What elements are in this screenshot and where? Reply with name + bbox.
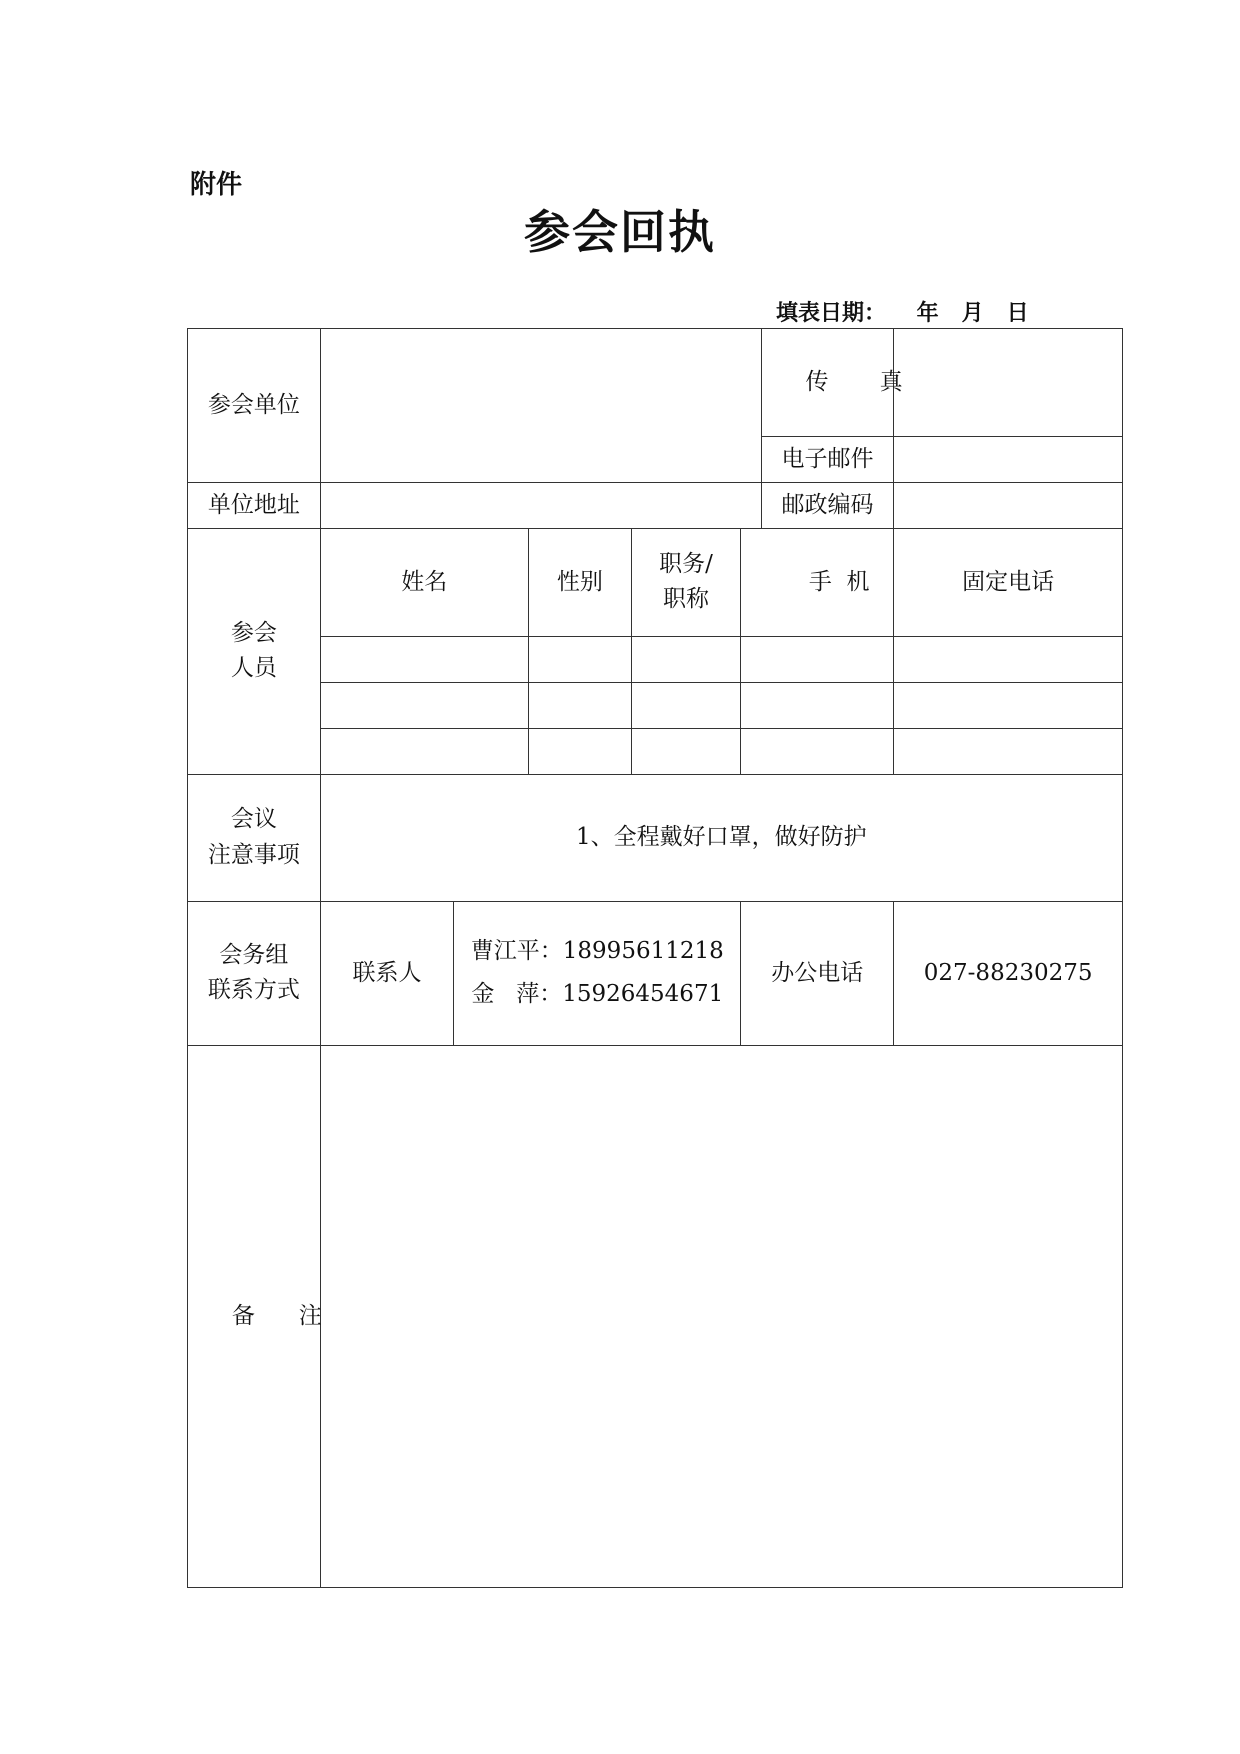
fax-label: 传 真 — [805, 368, 903, 395]
col-header-name — [320, 528, 528, 636]
attendee-title-cell[interactable] — [631, 682, 740, 728]
col-header-gender — [528, 528, 631, 636]
col-title-label-line2: 职称 — [663, 586, 710, 613]
attendee-name-cell[interactable] — [320, 636, 528, 682]
notes-content-cell — [320, 774, 1122, 901]
address-input-cell[interactable] — [320, 482, 761, 528]
contact-label-cell — [188, 901, 321, 1045]
unit-input-cell[interactable] — [320, 329, 761, 483]
notes-label-line2: 注意事项 — [207, 841, 300, 868]
attendee-gender-cell[interactable] — [528, 682, 631, 728]
col-landline-label: 固定电话 — [962, 568, 1055, 595]
attendee-row — [188, 728, 1123, 774]
col-mobile-label: 手 机 — [808, 568, 870, 595]
notes-label-line1: 会议 — [230, 806, 277, 833]
office-phone-value: 027-88230275 — [923, 959, 1093, 986]
fax-input-cell[interactable] — [894, 329, 1123, 437]
contact-label-line2: 联系方式 — [207, 977, 300, 1004]
postcode-input-cell[interactable] — [894, 482, 1123, 528]
postcode-label-cell — [761, 482, 894, 528]
fax-label-cell — [761, 329, 903, 437]
attendee-title-cell[interactable] — [631, 636, 740, 682]
page-title: 参会回执 — [524, 205, 716, 259]
contact-line-2: 金 萍：15926454671 — [471, 981, 724, 1008]
attendee-landline-cell[interactable] — [894, 682, 1123, 728]
postcode-label: 邮政编码 — [781, 491, 874, 518]
notes-text: 1、全程戴好口罩，做好防护 — [576, 824, 867, 851]
col-header-mobile — [741, 528, 894, 636]
email-label-cell — [761, 436, 894, 482]
contact-label-line1: 会务组 — [219, 941, 289, 968]
attendees-label-line2: 人员 — [230, 655, 277, 682]
attendee-mobile-cell[interactable] — [741, 728, 894, 774]
attendees-label-cell — [188, 528, 321, 774]
col-header-landline — [894, 528, 1123, 636]
attachment-label: 附件 — [190, 170, 243, 200]
email-input-cell[interactable] — [894, 436, 1123, 482]
col-gender-label: 性别 — [556, 568, 603, 595]
attendee-mobile-cell[interactable] — [741, 682, 894, 728]
remarks-input-cell[interactable] — [320, 1045, 1122, 1587]
attendee-title-cell[interactable] — [631, 728, 740, 774]
attendee-name-cell[interactable] — [320, 682, 528, 728]
remarks-label: 备 注 — [231, 1302, 322, 1329]
attendee-gender-cell[interactable] — [528, 636, 631, 682]
attendees-label-line1: 参会 — [230, 619, 277, 646]
office-phone-label: 办公电话 — [771, 959, 864, 986]
attendee-landline-cell[interactable] — [894, 636, 1123, 682]
attendee-gender-cell[interactable] — [528, 728, 631, 774]
contact-line-1: 曹江平：18995611218 — [470, 937, 724, 964]
office-phone-value-cell — [894, 901, 1123, 1045]
fill-date-line: 填表日期： 年 月 日 — [776, 300, 1029, 326]
email-label: 电子邮件 — [781, 445, 874, 472]
address-label-cell — [188, 482, 321, 528]
contact-persons-cell — [454, 901, 741, 1045]
unit-label-cell — [188, 329, 321, 483]
attendee-row — [188, 682, 1123, 728]
attendee-name-cell[interactable] — [320, 728, 528, 774]
remarks-label-cell — [188, 1045, 321, 1587]
receipt-form-table — [187, 328, 1123, 1588]
contact-person-label-cell — [320, 901, 454, 1045]
contact-person-label: 联系人 — [352, 959, 422, 986]
notes-label-cell — [188, 774, 321, 901]
attendee-landline-cell[interactable] — [894, 728, 1123, 774]
col-header-title — [631, 528, 740, 636]
attendee-mobile-cell[interactable] — [741, 636, 894, 682]
attendee-row — [188, 636, 1123, 682]
unit-label: 参会单位 — [207, 391, 300, 418]
col-title-label-line1: 职务/ — [659, 550, 713, 577]
col-name-label: 姓名 — [401, 568, 448, 595]
office-phone-label-cell — [741, 901, 894, 1045]
address-label: 单位地址 — [207, 491, 300, 518]
